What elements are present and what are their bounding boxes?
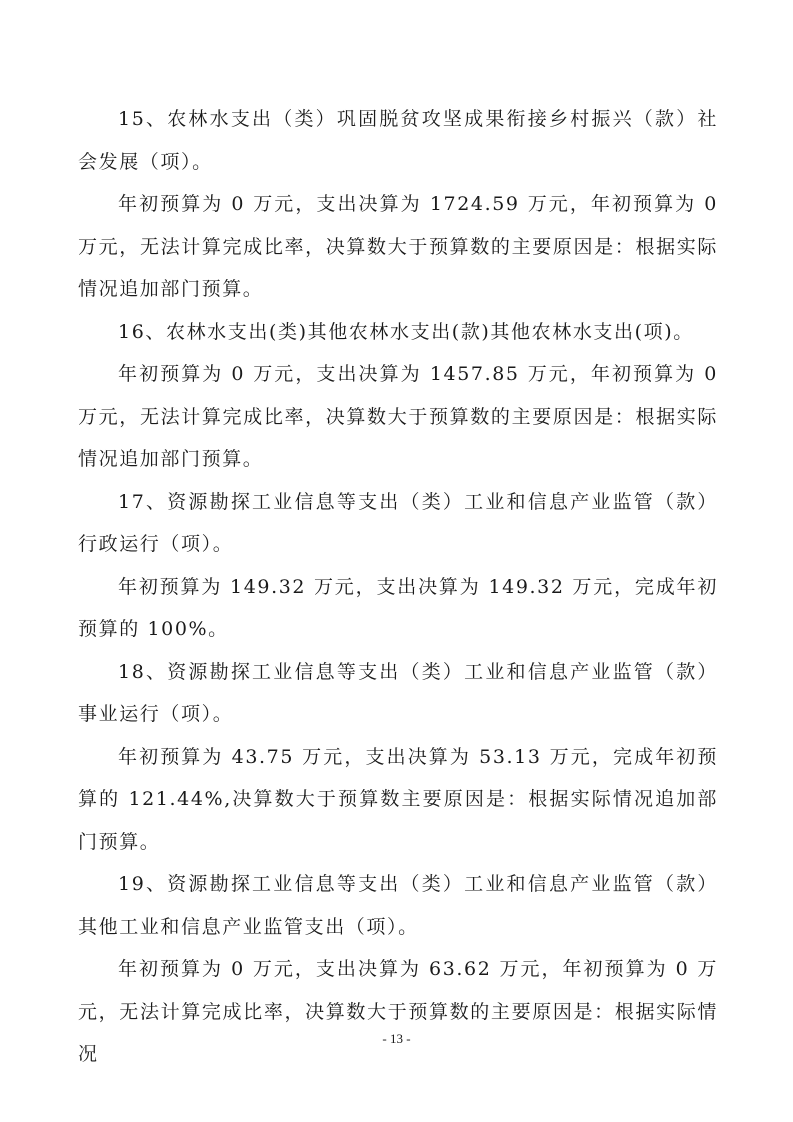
paragraph-item-16-heading: 16、农林水支出(类)其他农林水支出(款)其他农林水支出(项)。 [118, 320, 694, 343]
paragraph-item-19-heading: 19、资源勘探工业信息等支出（类）工业和信息产业监管（款）其他工业和信息产业监管支出（项）。 [78, 873, 718, 938]
paragraph-item-15-heading: 15、农林水支出（类）巩固脱贫攻坚成果衔接乡村振兴（款）社会发展（项）。 [78, 108, 718, 173]
body-text [78, 98, 718, 1076]
paragraph-item-17-detail: 年初预算为 149.32 万元，支出决算为 149.32 万元，完成年初预算的 100%。 [78, 575, 718, 640]
paragraph-item-18-detail: 年初预算为 43.75 万元，支出决算为 53.13 万元，完成年初预算的 121.44%,决算数大于预算数主要原因是：根据实际情况追加部门预算。 [78, 745, 718, 853]
paragraph-item-16-detail: 年初预算为 0 万元，支出决算为 1457.85 万元，年初预算为 0 万元，无法计算完成比率，决算数大于预算数的主要原因是：根据实际情况追加部门预算。 [78, 363, 718, 470]
paragraph-item-15-detail: 年初预算为 0 万元，支出决算为 1724.59 万元，年初预算为 0 万元，无法计算完成比率，决算数大于预算数的主要原因是：根据实际情况追加部门预算。 [78, 193, 718, 300]
paragraph-item-17-heading: 17、资源勘探工业信息等支出（类）工业和信息产业监管（款）行政运行（项）。 [78, 490, 718, 555]
page-number: - 13 - [382, 1031, 411, 1046]
paragraph-item-19-detail: 年初预算为 0 万元，支出决算为 63.62 万元，年初预算为 0 万元，无法计算完成比率，决算数大于预算数的主要原因是：根据实际情况 [78, 958, 718, 1065]
paragraph-item-18-heading: 18、资源勘探工业信息等支出（类）工业和信息产业监管（款）事业运行（项）。 [78, 660, 718, 725]
